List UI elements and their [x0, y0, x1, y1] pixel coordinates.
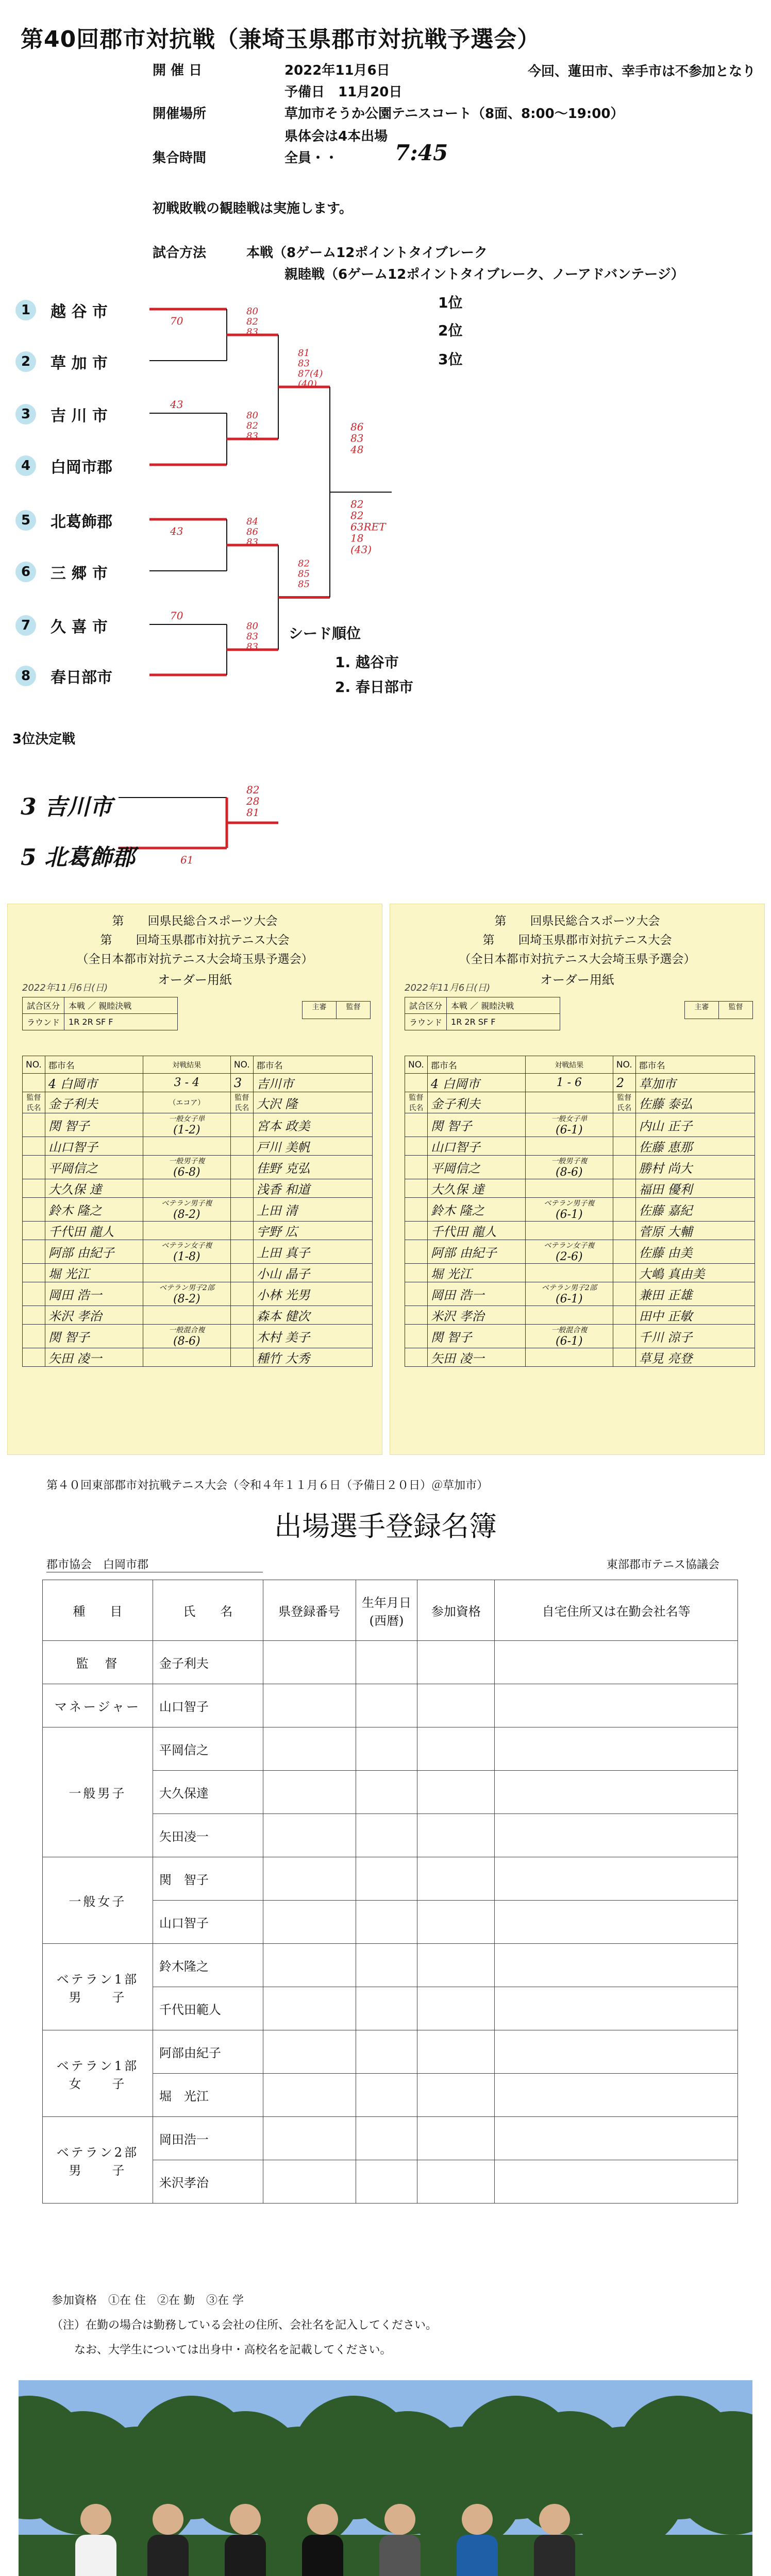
person-head [307, 2504, 338, 2535]
player-a: 関 智子 [45, 1113, 143, 1137]
team-number: 7 [15, 615, 36, 636]
player-a: 千代田 龍人 [427, 1222, 525, 1240]
bracket-score: 86 [350, 420, 364, 433]
player-a: 平岡信之 [427, 1156, 525, 1179]
sheet-title: オーダー用紙 [158, 973, 232, 987]
team-b-no: 2 [613, 1074, 635, 1092]
event-score: (6-1) [556, 1293, 583, 1306]
registration-row [43, 1684, 738, 1727]
registration-name: 矢田凌一 [153, 1814, 263, 1857]
bracket-score: 83 [350, 432, 364, 445]
order-row [405, 1137, 755, 1156]
bracket-score: 83 [246, 327, 258, 337]
sheet-date: 2022年11月6日(日) [405, 982, 491, 993]
bracket-score: 63RET [350, 520, 386, 533]
order-row [23, 1137, 373, 1156]
bracket-note: 今回、蓮田市、幸手市は不参加となり [527, 64, 756, 79]
order-sheets-section [0, 899, 771, 1455]
event-score: (6-1) [556, 1208, 583, 1221]
tournament-bracket-section [0, 0, 771, 896]
order-row [405, 1198, 755, 1222]
registration-category: 一般男子 [43, 1727, 153, 1857]
player-b: 草見 亮登 [635, 1348, 755, 1367]
order-row [405, 1240, 755, 1264]
event-type: ベテラン男子複 [544, 1199, 595, 1208]
registration-category: マネージャー [43, 1684, 153, 1727]
person-body [75, 2535, 116, 2576]
order-row [23, 1348, 373, 1367]
bracket-score: 80 [246, 306, 258, 317]
team-b: 草加市 [635, 1074, 755, 1092]
event-score: (8-2) [173, 1208, 200, 1221]
registration-category: ベテラン2部 男 子 [43, 2117, 153, 2204]
seed-1: 1. 越谷市 [335, 654, 399, 671]
player-a: 阿部 由紀子 [427, 1240, 525, 1264]
registration-association: 郡市協会 白岡市郡 [46, 1556, 263, 1572]
team-a: 4 白岡市 [45, 1074, 143, 1092]
team-number: 1 [15, 300, 36, 320]
registration-name: 堀 光江 [153, 2074, 263, 2117]
event-type: 一般男子複 [169, 1157, 205, 1165]
registration-name: 岡田浩一 [153, 2117, 263, 2160]
order-row [405, 1264, 755, 1282]
registration-column-header: 生年月日 (西暦) [356, 1580, 417, 1641]
registration-section [0, 1458, 771, 2380]
sheet-heading-1: 第 回県民総合スポーツ大会 [112, 914, 278, 928]
player-b: 菅原 大輔 [635, 1222, 755, 1240]
player-a: 鈴木 隆之 [45, 1198, 143, 1222]
event-type: 一般女子単 [169, 1115, 205, 1123]
player-b: 宮本 政美 [253, 1113, 372, 1137]
order-row [405, 1222, 755, 1240]
signature-table: 主審 監督 [302, 1001, 371, 1019]
match-method: 試合方法 本戦（8ゲーム12ポイントタイブレーク [153, 245, 488, 261]
team-a: 4 白岡市 [427, 1074, 525, 1092]
event-score: (8-6) [173, 1335, 200, 1348]
player-a: 堀 光江 [45, 1264, 143, 1282]
team-entry [15, 614, 108, 637]
match-score: 1 - 6 [525, 1074, 613, 1092]
player-a: 関 智子 [45, 1325, 143, 1348]
registration-header-row [43, 1580, 738, 1641]
registration-note-2: （注）在勤の場合は勤務している会社の住所、会社名を記入してください。 [52, 2319, 438, 2332]
bracket-score: 86 [246, 527, 258, 537]
player-b: 佐藤 恵那 [635, 1137, 755, 1156]
order-row [405, 1179, 755, 1198]
player-b: 大嶋 真由美 [635, 1264, 755, 1282]
player-a: 大久保 達 [45, 1179, 143, 1198]
bracket-score: (43) [350, 543, 372, 556]
player-b: 木村 美子 [253, 1325, 372, 1348]
registration-category: 一般女子 [43, 1857, 153, 1944]
player-a: 鈴木 隆之 [427, 1198, 525, 1222]
sheet-heading-3: （全日本都市対抗テニス大会埼玉県予選会） [459, 953, 696, 966]
person-head [462, 2504, 493, 2535]
person-body [225, 2535, 266, 2576]
bracket-score: 82 [246, 316, 258, 327]
order-row [405, 1156, 755, 1179]
person-head [539, 2504, 570, 2535]
player-b: 小山 晶子 [253, 1264, 372, 1282]
order-row [23, 1156, 373, 1179]
bracket-score: 61 [180, 854, 194, 866]
bracket-score: 28 [246, 795, 260, 807]
seed-title: シード順位 [289, 625, 361, 642]
bracket-score: 81 [246, 806, 260, 819]
order-row [23, 1240, 373, 1264]
event-score: (6-1) [556, 1335, 583, 1348]
bracket-score: 84 [246, 516, 258, 527]
event-score: (1-2) [173, 1124, 200, 1137]
order-row [23, 1179, 373, 1198]
registration-column-header: 種 目 [43, 1580, 153, 1641]
registration-row [43, 1641, 738, 1684]
registration-category: 監 督 [43, 1641, 153, 1684]
team-entry [15, 509, 112, 532]
registration-column-header: 県登録番号 [263, 1580, 356, 1641]
order-row [23, 1222, 373, 1240]
player-b: 兼田 正雄 [635, 1282, 755, 1306]
registration-name: 米沢孝治 [153, 2160, 263, 2204]
bracket-score: 87(4) [298, 368, 323, 379]
order-table: NO. 郡市名 対戦結果 NO. 郡市名 4 白岡市 3 - 4 3 吉川市 監督氏名 金子利夫 （エコア） 監督氏名 大沢 隆 関 智子 一般女子単 (1-2) 宮本 政美 山口智子 戸川 美帆 平岡信之 一般男子複 (6-8) 佳野 克弘 大久保 達 浅香 和道 鈴木 隆之 ベテラン男子複 (8-2) 上田 清 千代田 龍人 宇野 広 阿部 由紀子 ベテラン女子複 (1-8) 上田 真子 堀 光江 小山 晶子 岡田 浩一 ベテラン男子2部 (8-2) 小林 光男 米沢 孝治 森本 健次 関 智子 一般混合複 (8-6) 木村 美子 矢田 凌一 種竹 大秀 [22, 1056, 373, 1367]
player-a: 平岡信之 [45, 1156, 143, 1179]
person-body [379, 2535, 421, 2576]
bracket-score: 80 [246, 621, 258, 632]
event-type: ベテラン女子複 [161, 1242, 212, 1250]
player-a: 岡田 浩一 [45, 1282, 143, 1306]
player-b: 小林 光男 [253, 1282, 372, 1306]
order-row [23, 1198, 373, 1222]
registration-row [43, 1727, 738, 1771]
event-score: (8-6) [556, 1166, 583, 1179]
team-name: 春日部市 [51, 669, 112, 687]
registration-title: 出場選手登録名簿 [274, 1510, 497, 1543]
bracket-score: 83 [246, 641, 258, 652]
player-a: 関 智子 [427, 1113, 525, 1137]
order-row [23, 1113, 373, 1137]
event-type: 一般混合複 [169, 1326, 205, 1334]
player-b: 千川 涼子 [635, 1325, 755, 1348]
team-name: 草 加 市 [51, 354, 108, 372]
registration-note-1: 参加資格 ①在 住 ②在 勤 ③在 学 [52, 2294, 244, 2307]
team-name: 久 喜 市 [51, 618, 108, 636]
player-b: 種竹 大秀 [253, 1348, 372, 1367]
group-photo-section [0, 2380, 771, 2576]
bracket-score: (40) [298, 379, 317, 389]
person-head [230, 2504, 261, 2535]
player-a: 岡田 浩一 [427, 1282, 525, 1306]
info-date: 開 催 日 2022年11月6日 [153, 63, 390, 78]
match-category-table: 試合区分 本戦 ／ 親睦決戦 ラウンド 1R 2R SF F [405, 997, 560, 1030]
player-a: 大久保 達 [427, 1179, 525, 1198]
registration-category: ベテラン1部 男 子 [43, 1944, 153, 2030]
order-row [23, 1264, 373, 1282]
registration-column-header: 氏 名 [153, 1580, 263, 1641]
team-number: 3 [15, 404, 36, 425]
player-a: 米沢 孝治 [45, 1306, 143, 1325]
event-score: (1-8) [173, 1250, 200, 1263]
bracket-score: 80 [246, 410, 258, 421]
registration-table [42, 1580, 738, 2204]
bracket-score: 83 [246, 631, 258, 642]
player-b: 佐藤 嘉紀 [635, 1198, 755, 1222]
registration-name: 千代田範人 [153, 1987, 263, 2030]
bracket-score: 81 [298, 348, 310, 359]
person-body [302, 2535, 343, 2576]
person-body [534, 2535, 575, 2576]
team-number: 4 [15, 455, 36, 476]
person-head [153, 2504, 183, 2535]
order-row [405, 1113, 755, 1137]
team-name: 北葛飾郡 [51, 513, 112, 531]
player-b: 福田 優利 [635, 1179, 755, 1198]
order-sheet [390, 904, 765, 1455]
team-number: 6 [15, 562, 36, 582]
sheet-heading-1: 第 回県民総合スポーツ大会 [494, 914, 660, 928]
player-b: 勝村 尚大 [635, 1156, 755, 1179]
registration-name: 平岡信之 [153, 1727, 263, 1771]
team-number: 8 [15, 666, 36, 686]
order-row [405, 1282, 755, 1306]
third-place-team-1: 3 吉川市 [21, 794, 112, 820]
bracket-score: 82 [350, 509, 364, 522]
third-place-title: 3位決定戦 [12, 732, 76, 747]
event-type: 一般男子複 [551, 1157, 588, 1165]
order-sheet [7, 904, 382, 1455]
team-name: 吉 川 市 [51, 407, 108, 425]
registration-row [43, 2117, 738, 2160]
order-row [23, 1282, 373, 1306]
player-a: 千代田 龍人 [45, 1222, 143, 1240]
registration-name: 山口智子 [153, 1901, 263, 1944]
player-a: 関 智子 [427, 1325, 525, 1348]
registration-column-header: 自宅住所又は在勤会社名等 [495, 1580, 738, 1641]
group-photo [19, 2380, 752, 2576]
event-score: (8-2) [173, 1293, 200, 1306]
person-body [147, 2535, 189, 2576]
bracket-score: 43 [170, 398, 183, 411]
order-row [23, 1325, 373, 1348]
player-a: 堀 光江 [427, 1264, 525, 1282]
bracket-title: 第40回郡市対抗戦（兼埼玉県郡市対抗戦予選会） [21, 26, 541, 53]
registration-column-header: 参加資格 [417, 1580, 495, 1641]
player-b: 内山 正子 [635, 1113, 755, 1137]
event-type: ベテラン女子複 [544, 1242, 595, 1250]
manager-a: 金子利夫 [427, 1092, 525, 1113]
info-reserve-date: 予備日 11月20日 [284, 84, 403, 100]
manager-b: 大沢 隆 [253, 1092, 372, 1113]
player-b: 宇野 広 [253, 1222, 372, 1240]
player-b: 佐藤 由美 [635, 1240, 755, 1264]
sheet-date: 2022年11月6日(日) [22, 982, 108, 993]
team-b: 吉川市 [253, 1074, 372, 1092]
bracket-score: 83 [246, 431, 258, 442]
event-score: (2-6) [556, 1250, 583, 1263]
sheet-heading-2: 第 回埼玉県郡市対抗テニス大会 [100, 934, 290, 947]
order-row [405, 1306, 755, 1325]
match-category-table: 試合区分 本戦 ／ 親睦決戦 ラウンド 1R 2R SF F [22, 997, 178, 1030]
bracket-score: 48 [350, 443, 364, 456]
registration-name: 金子利夫 [153, 1641, 263, 1684]
player-a: 矢田 凌一 [427, 1348, 525, 1367]
player-b: 上田 清 [253, 1198, 372, 1222]
team-name: 白岡市郡 [51, 459, 112, 477]
event-type: ベテラン男子複 [161, 1199, 212, 1208]
event-type: 一般混合複 [551, 1326, 588, 1334]
order-table: NO. 郡市名 対戦結果 NO. 郡市名 4 白岡市 1 - 6 2 草加市 監督氏名 金子利夫 監督氏名 佐藤 泰弘 関 智子 一般女子単 (6-1) 内山 正子 山口智子 佐藤 恵那 平岡信之 一般男子複 (8-6) 勝村 尚大 大久保 達 福田 優利 鈴木 隆之 ベテラン男子複 (6-1) 佐藤 嘉紀 千代田 龍人 菅原 大輔 阿部 由紀子 ベテラン女子複 (2-6) 佐藤 由美 堀 光江 大嶋 真由美 岡田 浩一 ベテラン男子2部 (6-1) 兼田 正雄 米沢 孝治 田中 正敏 関 智子 一般混合複 (6-1) 千川 涼子 矢田 凌一 草見 亮登 [405, 1056, 755, 1367]
match-method-consolation: 親睦戦（6ゲーム12ポイントタイブレーク、ノーアドバンテージ） [284, 267, 684, 282]
registration-name: 関 智子 [153, 1857, 263, 1901]
player-b: 上田 真子 [253, 1240, 372, 1264]
registration-category: ベテラン1部 女 子 [43, 2030, 153, 2117]
order-row [23, 1306, 373, 1325]
player-b: 浅香 和道 [253, 1179, 372, 1198]
team-name: 三 郷 市 [51, 565, 108, 583]
bracket-score: 18 [350, 532, 364, 545]
bracket-score: 82 [298, 558, 310, 569]
event-score: (6-1) [556, 1124, 583, 1137]
player-a: 矢田 凌一 [45, 1348, 143, 1367]
player-a: 山口智子 [45, 1137, 143, 1156]
bracket-score: 83 [246, 537, 258, 548]
registration-row [43, 1944, 738, 1987]
third-place-team-2: 5 北葛飾郡 [21, 844, 135, 871]
event-type: ベテラン男子2部 [159, 1284, 214, 1292]
team-number: 5 [15, 510, 36, 531]
player-a: 阿部 由紀子 [45, 1240, 143, 1264]
sheet-title: オーダー用紙 [540, 973, 614, 987]
match-score: 3 - 4 [143, 1074, 230, 1092]
player-b: 田中 正敏 [635, 1306, 755, 1325]
consolation-notice: 初戦敗戦の観睦戦は実施します。 [153, 201, 353, 216]
registration-header: 第４０回東部郡市対抗戦テニス大会（令和４年１１月６日（予備日２０日）＠草加市） [46, 1479, 489, 1492]
bracket-score: 82 [350, 498, 364, 511]
bracket-score: 85 [298, 568, 310, 580]
sheet-heading-3: （全日本都市対抗テニス大会埼玉県予選会） [76, 953, 313, 966]
rank-3: 3位 [438, 351, 463, 368]
rank-2: 2位 [438, 322, 463, 339]
event-type: 一般女子単 [551, 1115, 588, 1123]
signature-table: 主審 監督 [684, 1001, 753, 1019]
person-head [80, 2504, 111, 2535]
player-b: 佳野 克弘 [253, 1156, 372, 1179]
registration-name: 鈴木隆之 [153, 1944, 263, 1987]
event-type: ベテラン男子2部 [541, 1284, 597, 1292]
sheet-heading-2: 第 回埼玉県郡市対抗テニス大会 [482, 934, 672, 947]
registration-row [43, 2030, 738, 2074]
team-number: 2 [15, 351, 36, 372]
person-head [384, 2504, 415, 2535]
team-entry [15, 299, 108, 321]
bracket-score: 85 [298, 579, 310, 590]
seed-2: 2. 春日部市 [335, 679, 413, 696]
bracket-score: 83 [298, 358, 310, 369]
registration-row [43, 1857, 738, 1901]
info-entries: 県体会は4本出場 [284, 129, 388, 144]
team-entry [15, 350, 108, 373]
player-a: 米沢 孝治 [427, 1306, 525, 1325]
registration-name: 山口智子 [153, 1684, 263, 1727]
rank-1: 1位 [438, 294, 463, 311]
meeting-time-handwritten: 7:45 [395, 140, 448, 165]
bracket-score: 70 [170, 609, 183, 622]
registration-note-3: なお、大学生については出身中・高校名を記載してください。 [52, 2344, 392, 2357]
bracket-score: 70 [170, 315, 183, 327]
player-b: 戸川 美帆 [253, 1137, 372, 1156]
order-row [405, 1325, 755, 1348]
registration-name: 阿部由紀子 [153, 2030, 263, 2074]
registration-name: 大久保達 [153, 1771, 263, 1814]
event-score: (6-8) [173, 1166, 200, 1179]
team-b-no: 3 [230, 1074, 253, 1092]
team-entry [15, 561, 108, 583]
team-entry [15, 403, 108, 426]
bracket-score: 43 [170, 525, 183, 537]
team-entry [15, 665, 112, 687]
info-meeting-time: 集合時間 全員・・ 7:45 [153, 140, 448, 166]
registration-organizer: 東部郡市テニス協議会 [606, 1558, 719, 1571]
player-a: 山口智子 [427, 1137, 525, 1156]
info-venue: 開催場所 草加市そうか公園テニスコート（8面、8:00～19:00） [153, 106, 624, 122]
team-entry [15, 454, 112, 477]
order-row [405, 1348, 755, 1367]
manager-a: 金子利夫 [45, 1092, 143, 1113]
player-b: 森本 健次 [253, 1306, 372, 1325]
bracket-score: 82 [246, 784, 260, 796]
team-name: 越 谷 市 [51, 303, 108, 321]
manager-b: 佐藤 泰弘 [635, 1092, 755, 1113]
person-body [457, 2535, 498, 2576]
bracket-score: 82 [246, 420, 258, 431]
